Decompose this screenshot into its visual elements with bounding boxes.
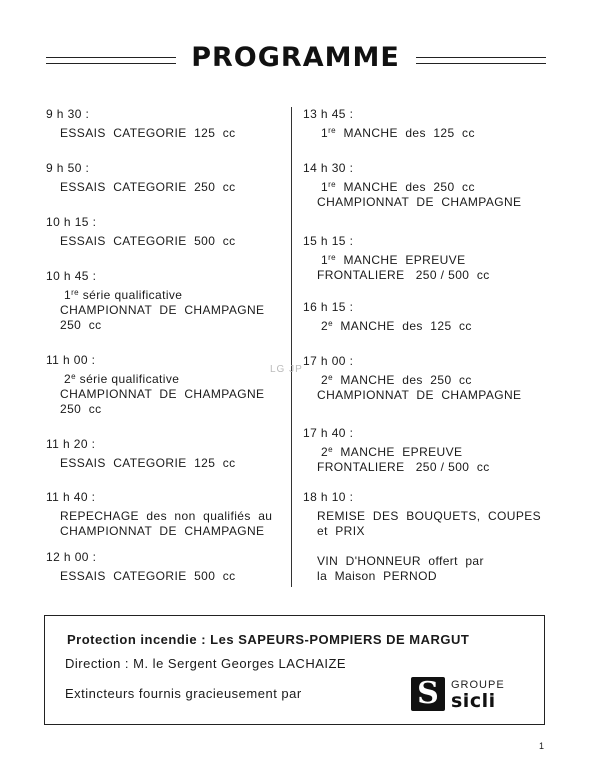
- schedule-entry: [303, 426, 553, 475]
- entry-time: 11 h 20 :: [46, 437, 96, 451]
- entry-time: 15 h 15 :: [303, 234, 354, 248]
- schedule-entry: [46, 353, 278, 417]
- schedule-entry: [46, 161, 278, 195]
- entry-ordinal-line: 1re MANCHE EPREUVE: [321, 253, 466, 267]
- entry-ordinal-line: 2e MANCHE EPREUVE: [321, 445, 463, 459]
- entry-ordinal-line: 1re MANCHE des 250 cc: [321, 180, 475, 194]
- schedule-entry: [303, 161, 553, 210]
- sicli-logo: [411, 677, 523, 717]
- entry-time: 17 h 40 :: [303, 426, 354, 440]
- schedule-entry: [303, 354, 553, 403]
- schedule-entry: [303, 234, 553, 283]
- entry-time: 10 h 15 :: [46, 215, 97, 229]
- entry-text-line: REPECHAGE des non qualifiés au: [60, 509, 273, 523]
- logo-brand-label: sicli: [451, 690, 496, 712]
- schedule-entry: [46, 269, 278, 333]
- entry-time: 16 h 15 :: [303, 300, 354, 314]
- entry-text-line: VIN D'HONNEUR offert par: [317, 554, 484, 568]
- entry-text-line: CHAMPIONNAT DE CHAMPAGNE: [60, 303, 265, 317]
- entry-ordinal-line: 1re série qualificative: [64, 288, 183, 302]
- schedule-entry: [303, 107, 553, 141]
- extinguishers-line: Extincteurs fournis gracieusement par: [65, 686, 302, 701]
- watermark-stamp: LG JP: [270, 364, 303, 375]
- entry-ordinal-line: 2e série qualificative: [64, 372, 180, 386]
- entry-text-line: ESSAIS CATEGORIE 125 cc: [60, 456, 236, 470]
- entry-text-line: ESSAIS CATEGORIE 250 cc: [60, 180, 236, 194]
- entry-text-line: FRONTALIERE 250 / 500 cc: [317, 268, 490, 282]
- entry-text-line: 250 cc: [60, 402, 102, 416]
- sicli-mark-icon: S: [411, 677, 445, 711]
- entry-text-line: CHAMPIONNAT DE CHAMPAGNE: [60, 387, 265, 401]
- schedule-entry: [303, 300, 553, 334]
- entry-text-line: ESSAIS CATEGORIE 500 cc: [60, 569, 236, 583]
- schedule-entry: [46, 550, 278, 584]
- schedule-entry: [46, 490, 278, 539]
- entry-time: 12 h 00 :: [46, 550, 97, 564]
- entry-text-line: la Maison PERNOD: [317, 569, 437, 583]
- entry-time: 9 h 30 :: [46, 107, 90, 121]
- entry-time: 14 h 30 :: [303, 161, 354, 175]
- fire-protection-line: Protection incendie : Les SAPEURS-POMPIERS DE MARGUT: [67, 632, 470, 647]
- entry-text-line: ESSAIS CATEGORIE 125 cc: [60, 126, 236, 140]
- entry-text-line: 250 cc: [60, 318, 102, 332]
- entry-time: 10 h 45 :: [46, 269, 97, 283]
- entry-text-line: et PRIX: [317, 524, 365, 538]
- entry-text-line: REMISE DES BOUQUETS, COUPES: [317, 509, 542, 523]
- title-rule-right: [416, 57, 546, 64]
- entry-time: 11 h 40 :: [46, 490, 96, 504]
- entry-text-line: FRONTALIERE 250 / 500 cc: [317, 460, 490, 474]
- schedule-entry: [46, 107, 278, 141]
- entry-ordinal-line: 2e MANCHE des 125 cc: [321, 319, 472, 333]
- direction-line: Direction : M. le Sergent Georges LACHAIZE: [65, 656, 347, 671]
- entry-text-line: CHAMPIONNAT DE CHAMPAGNE: [60, 524, 265, 538]
- page-number: 1: [539, 741, 545, 751]
- schedule-entry: [46, 215, 278, 249]
- entry-ordinal-line: 1re MANCHE des 125 cc: [321, 126, 475, 140]
- entry-time: 17 h 00 :: [303, 354, 354, 368]
- entry-text-line: ESSAIS CATEGORIE 500 cc: [60, 234, 236, 248]
- schedule-entry: [46, 437, 278, 471]
- schedule-entry: [303, 490, 553, 539]
- entry-time: 11 h 00 :: [46, 353, 96, 367]
- logo-group-label: GROUPE: [451, 679, 505, 691]
- entry-text-line: CHAMPIONNAT DE CHAMPAGNE: [317, 388, 522, 402]
- schedule-entry: [303, 554, 553, 584]
- entry-ordinal-line: 2e MANCHE des 250 cc: [321, 373, 472, 387]
- page-title: PROGRAMME: [191, 42, 400, 73]
- column-divider: [291, 107, 292, 587]
- entry-text-line: CHAMPIONNAT DE CHAMPAGNE: [317, 195, 522, 209]
- entry-time: 18 h 10 :: [303, 490, 354, 504]
- fire-protection-box: [44, 615, 545, 725]
- entry-time: 9 h 50 :: [46, 161, 90, 175]
- entry-time: 13 h 45 :: [303, 107, 354, 121]
